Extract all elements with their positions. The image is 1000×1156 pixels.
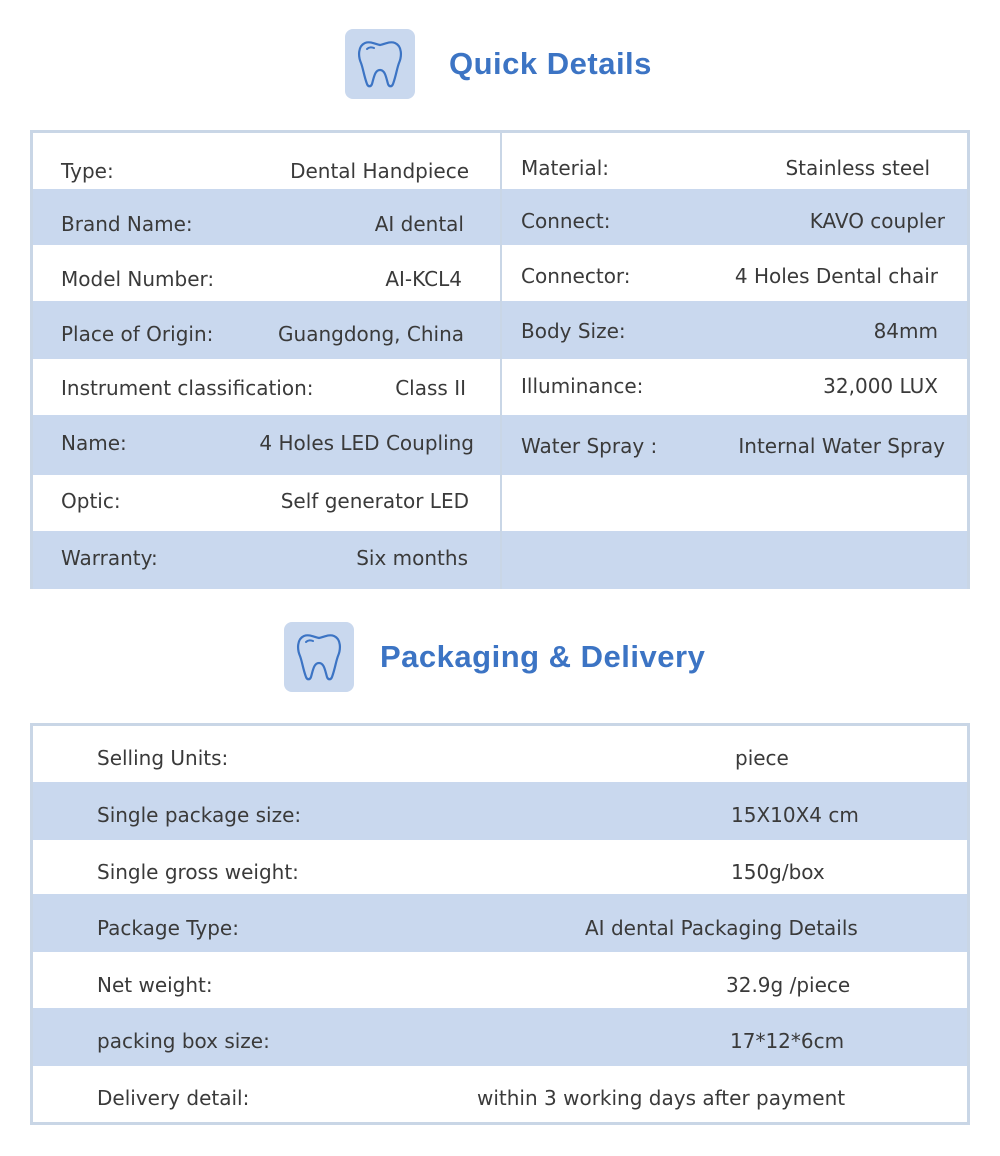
pack-value: 150g/box	[731, 860, 825, 884]
pack-label: Net weight:	[97, 973, 213, 997]
pack-value: AI dental Packaging Details	[585, 916, 858, 940]
spec-value: Stainless steel	[785, 156, 930, 180]
tooth-icon	[284, 622, 354, 692]
spec-value: AI dental	[374, 212, 464, 236]
pack-label: packing box size:	[97, 1029, 270, 1053]
spec-value: Six months	[356, 546, 468, 570]
spec-value: Class II	[395, 376, 466, 400]
spec-label: Connector:	[521, 264, 631, 288]
spec-value: Dental Handpiece	[290, 159, 469, 183]
spec-value: 84mm	[873, 319, 938, 343]
packaging-title: Packaging & Delivery	[380, 639, 706, 674]
spec-value: Self generator LED	[280, 489, 469, 513]
spec-label: Connect:	[521, 209, 611, 233]
spec-label: Place of Origin:	[61, 322, 214, 346]
spec-label: Warranty:	[61, 546, 158, 570]
spec-label: Water Spray :	[521, 434, 658, 458]
pack-label: Single package size:	[97, 803, 302, 827]
pack-value: piece	[735, 746, 789, 770]
spec-value: 4 Holes LED Coupling	[259, 431, 474, 455]
spec-label: Brand Name:	[61, 212, 193, 236]
pack-label: Single gross weight:	[97, 860, 299, 884]
spec-label: Model Number:	[61, 267, 215, 291]
spec-label: Name:	[61, 431, 127, 455]
spec-value: AI-KCL4	[385, 267, 462, 291]
pack-label: Selling Units:	[97, 746, 229, 770]
pack-label: Delivery detail:	[97, 1086, 250, 1110]
pack-label: Package Type:	[97, 916, 239, 940]
spec-label: Type:	[61, 159, 114, 183]
spec-value: KAVO coupler	[809, 209, 945, 233]
packaging-header	[0, 622, 1000, 694]
packaging-table	[30, 723, 970, 1125]
spec-label: Illuminance:	[521, 374, 644, 398]
spec-label: Body Size:	[521, 319, 626, 343]
spec-label: Material:	[521, 156, 609, 180]
spec-label: Optic:	[61, 489, 121, 513]
pack-value: 15X10X4 cm	[731, 803, 859, 827]
tooth-icon	[345, 29, 415, 99]
column-divider	[500, 133, 502, 589]
spec-value: Internal Water Spray	[738, 434, 945, 458]
spec-value: Guangdong, China	[278, 322, 464, 346]
quick-details-table	[30, 130, 970, 589]
pack-value: 32.9g /piece	[726, 973, 851, 997]
spec-value: 32,000 LUX	[823, 374, 938, 398]
spec-label: Instrument classification:	[61, 376, 314, 400]
spec-value: 4 Holes Dental chair	[734, 264, 938, 288]
quick-details-title: Quick Details	[449, 46, 652, 81]
quick-details-header	[0, 29, 1000, 101]
pack-value: 17*12*6cm	[730, 1029, 845, 1053]
pack-value: within 3 working days after payment	[477, 1086, 846, 1110]
